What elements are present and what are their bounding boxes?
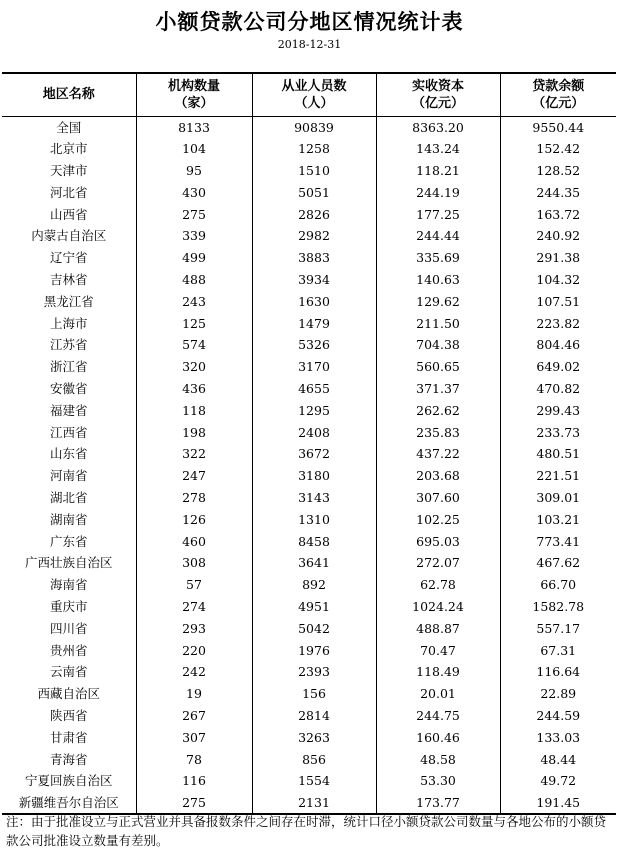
loan-balance-cell: 244.59 bbox=[500, 705, 616, 727]
employees-cell: 3883 bbox=[252, 247, 376, 269]
paid-in-capital-cell: 143.24 bbox=[376, 138, 500, 160]
region-cell: 陕西省 bbox=[2, 705, 136, 727]
table-row bbox=[2, 792, 616, 814]
loan-balance-cell: 299.43 bbox=[500, 399, 616, 421]
loan-balance-cell: 128.52 bbox=[500, 160, 616, 182]
column-header-label: 机构数量 bbox=[167, 78, 220, 94]
region-cell: 山东省 bbox=[2, 443, 136, 465]
employees-cell: 2393 bbox=[252, 661, 376, 683]
loan-balance-cell: 291.38 bbox=[500, 247, 616, 269]
table-row bbox=[2, 574, 616, 596]
paid-in-capital-cell: 160.46 bbox=[376, 726, 500, 748]
institutions-cell: 242 bbox=[136, 661, 252, 683]
table-row bbox=[2, 705, 616, 727]
loan-balance-cell: 233.73 bbox=[500, 421, 616, 443]
table-row bbox=[2, 181, 616, 203]
paid-in-capital-cell: 53.30 bbox=[376, 770, 500, 792]
region-cell: 河南省 bbox=[2, 465, 136, 487]
employees-cell: 156 bbox=[252, 683, 376, 705]
employees-cell: 2982 bbox=[252, 225, 376, 247]
region-cell: 山西省 bbox=[2, 203, 136, 225]
page-title: 小额贷款公司分地区情况统计表 bbox=[155, 10, 464, 34]
table-row bbox=[2, 596, 616, 618]
employees-cell: 1258 bbox=[252, 138, 376, 160]
loan-balance-cell: 1582.78 bbox=[500, 596, 616, 618]
region-cell: 辽宁省 bbox=[2, 247, 136, 269]
paid-in-capital-cell: 203.68 bbox=[376, 465, 500, 487]
employees-cell: 1295 bbox=[252, 399, 376, 421]
employees-cell: 4951 bbox=[252, 596, 376, 618]
table-row bbox=[2, 116, 616, 138]
table-row bbox=[2, 334, 616, 356]
column-header-unit: （亿元） bbox=[532, 95, 585, 111]
region-cell: 宁夏回族自治区 bbox=[2, 770, 136, 792]
paid-in-capital-cell: 437.22 bbox=[376, 443, 500, 465]
institutions-cell: 308 bbox=[136, 552, 252, 574]
loan-balance-cell: 557.17 bbox=[500, 617, 616, 639]
region-cell: 青海省 bbox=[2, 748, 136, 770]
table-row bbox=[2, 530, 616, 552]
employees-cell: 892 bbox=[252, 574, 376, 596]
institutions-cell: 488 bbox=[136, 269, 252, 291]
paid-in-capital-cell: 118.21 bbox=[376, 160, 500, 182]
institutions-cell: 430 bbox=[136, 181, 252, 203]
table-row bbox=[2, 203, 616, 225]
loan-balance-cell: 66.70 bbox=[500, 574, 616, 596]
institutions-cell: 436 bbox=[136, 378, 252, 400]
loan-balance-cell: 221.51 bbox=[500, 465, 616, 487]
paid-in-capital-cell: 235.83 bbox=[376, 421, 500, 443]
column-header-unit: （人） bbox=[294, 95, 334, 111]
paid-in-capital-cell: 211.50 bbox=[376, 312, 500, 334]
paid-in-capital-cell: 244.19 bbox=[376, 181, 500, 203]
region-cell: 安徽省 bbox=[2, 378, 136, 400]
institutions-cell: 274 bbox=[136, 596, 252, 618]
header-row bbox=[2, 73, 616, 116]
institutions-cell: 116 bbox=[136, 770, 252, 792]
region-cell: 新疆维吾尔自治区 bbox=[2, 792, 136, 814]
paid-in-capital-cell: 272.07 bbox=[376, 552, 500, 574]
institutions-cell: 322 bbox=[136, 443, 252, 465]
institutions-cell: 247 bbox=[136, 465, 252, 487]
institutions-cell: 125 bbox=[136, 312, 252, 334]
table-row bbox=[2, 225, 616, 247]
institutions-cell: 499 bbox=[136, 247, 252, 269]
institutions-cell: 278 bbox=[136, 487, 252, 509]
paid-in-capital-cell: 102.25 bbox=[376, 508, 500, 530]
region-cell: 黑龙江省 bbox=[2, 290, 136, 312]
institutions-cell: 126 bbox=[136, 508, 252, 530]
region-cell: 浙江省 bbox=[2, 356, 136, 378]
employees-cell: 5042 bbox=[252, 617, 376, 639]
paid-in-capital-cell: 62.78 bbox=[376, 574, 500, 596]
paid-in-capital-cell: 335.69 bbox=[376, 247, 500, 269]
region-cell: 四川省 bbox=[2, 617, 136, 639]
column-header-employees bbox=[252, 73, 376, 116]
table-row bbox=[2, 312, 616, 334]
paid-in-capital-cell: 118.49 bbox=[376, 661, 500, 683]
table-row bbox=[2, 552, 616, 574]
paid-in-capital-cell: 140.63 bbox=[376, 269, 500, 291]
employees-cell: 5326 bbox=[252, 334, 376, 356]
table-row bbox=[2, 639, 616, 661]
paid-in-capital-cell: 695.03 bbox=[376, 530, 500, 552]
loan-balance-cell: 191.45 bbox=[500, 792, 616, 814]
employees-cell: 8458 bbox=[252, 530, 376, 552]
loan-balance-cell: 152.42 bbox=[500, 138, 616, 160]
institutions-cell: 104 bbox=[136, 138, 252, 160]
loan-balance-cell: 104.32 bbox=[500, 269, 616, 291]
institutions-cell: 307 bbox=[136, 726, 252, 748]
region-cell: 贵州省 bbox=[2, 639, 136, 661]
region-cell: 吉林省 bbox=[2, 269, 136, 291]
institutions-cell: 267 bbox=[136, 705, 252, 727]
loan-balance-cell: 470.82 bbox=[500, 378, 616, 400]
institutions-cell: 460 bbox=[136, 530, 252, 552]
employees-cell: 4655 bbox=[252, 378, 376, 400]
employees-cell: 3263 bbox=[252, 726, 376, 748]
institutions-cell: 574 bbox=[136, 334, 252, 356]
region-cell: 广东省 bbox=[2, 530, 136, 552]
region-cell: 广西壮族自治区 bbox=[2, 552, 136, 574]
column-header-institutions bbox=[136, 73, 252, 116]
institutions-cell: 320 bbox=[136, 356, 252, 378]
region-cell: 上海市 bbox=[2, 312, 136, 334]
table-row bbox=[2, 138, 616, 160]
table-row bbox=[2, 356, 616, 378]
paid-in-capital-cell: 20.01 bbox=[376, 683, 500, 705]
paid-in-capital-cell: 262.62 bbox=[376, 399, 500, 421]
paid-in-capital-cell: 307.60 bbox=[376, 487, 500, 509]
region-cell: 湖北省 bbox=[2, 487, 136, 509]
employees-cell: 3180 bbox=[252, 465, 376, 487]
loan-balance-cell: 480.51 bbox=[500, 443, 616, 465]
employees-cell: 1554 bbox=[252, 770, 376, 792]
statistics-table bbox=[2, 72, 616, 815]
institutions-cell: 243 bbox=[136, 290, 252, 312]
paid-in-capital-cell: 177.25 bbox=[376, 203, 500, 225]
loan-balance-cell: 240.92 bbox=[500, 225, 616, 247]
institutions-cell: 19 bbox=[136, 683, 252, 705]
table-row bbox=[2, 617, 616, 639]
table-row bbox=[2, 465, 616, 487]
employees-cell: 3170 bbox=[252, 356, 376, 378]
table-row bbox=[2, 726, 616, 748]
loan-balance-cell: 49.72 bbox=[500, 770, 616, 792]
footnote: 注：由于批准设立与正式营业并具备报数条件之间存在时滞，统计口径小额贷款公司数量与各地公布的小额贷款公司批准设立数量有差别。 bbox=[6, 814, 607, 848]
table-row bbox=[2, 269, 616, 291]
loan-balance-cell: 773.41 bbox=[500, 530, 616, 552]
employees-cell: 2814 bbox=[252, 705, 376, 727]
institutions-cell: 95 bbox=[136, 160, 252, 182]
loan-balance-cell: 103.21 bbox=[500, 508, 616, 530]
employees-cell: 3672 bbox=[252, 443, 376, 465]
institutions-cell: 78 bbox=[136, 748, 252, 770]
loan-balance-cell: 163.72 bbox=[500, 203, 616, 225]
employees-cell: 3934 bbox=[252, 269, 376, 291]
column-header-label: 从业人员数 bbox=[281, 78, 347, 94]
paid-in-capital-cell: 244.44 bbox=[376, 225, 500, 247]
region-cell: 重庆市 bbox=[2, 596, 136, 618]
region-cell: 福建省 bbox=[2, 399, 136, 421]
employees-cell: 2131 bbox=[252, 792, 376, 814]
loan-balance-cell: 67.31 bbox=[500, 639, 616, 661]
table-row bbox=[2, 290, 616, 312]
table-row bbox=[2, 443, 616, 465]
loan-balance-cell: 309.01 bbox=[500, 487, 616, 509]
paid-in-capital-cell: 70.47 bbox=[376, 639, 500, 661]
institutions-cell: 220 bbox=[136, 639, 252, 661]
region-cell: 云南省 bbox=[2, 661, 136, 683]
column-header-loan-balance bbox=[500, 73, 616, 116]
region-cell: 西藏自治区 bbox=[2, 683, 136, 705]
paid-in-capital-cell: 488.87 bbox=[376, 617, 500, 639]
employees-cell: 1310 bbox=[252, 508, 376, 530]
loan-balance-cell: 22.89 bbox=[500, 683, 616, 705]
column-header-label: 地区名称 bbox=[42, 87, 95, 103]
paid-in-capital-cell: 371.37 bbox=[376, 378, 500, 400]
paid-in-capital-cell: 8363.20 bbox=[376, 116, 500, 138]
table-row bbox=[2, 160, 616, 182]
employees-cell: 2826 bbox=[252, 203, 376, 225]
region-cell: 海南省 bbox=[2, 574, 136, 596]
institutions-cell: 57 bbox=[136, 574, 252, 596]
table-row bbox=[2, 748, 616, 770]
institutions-cell: 275 bbox=[136, 203, 252, 225]
paid-in-capital-cell: 129.62 bbox=[376, 290, 500, 312]
employees-cell: 856 bbox=[252, 748, 376, 770]
loan-balance-cell: 467.62 bbox=[500, 552, 616, 574]
table-row bbox=[2, 421, 616, 443]
column-header-unit: （亿元） bbox=[411, 95, 464, 111]
region-cell: 内蒙古自治区 bbox=[2, 225, 136, 247]
institutions-cell: 118 bbox=[136, 399, 252, 421]
table-row bbox=[2, 683, 616, 705]
paid-in-capital-cell: 704.38 bbox=[376, 334, 500, 356]
column-header-unit: （家） bbox=[174, 95, 214, 111]
paid-in-capital-cell: 244.75 bbox=[376, 705, 500, 727]
table-header bbox=[2, 73, 616, 116]
table-row bbox=[2, 661, 616, 683]
institutions-cell: 198 bbox=[136, 421, 252, 443]
table-row bbox=[2, 770, 616, 792]
column-header-region bbox=[2, 73, 136, 116]
employees-cell: 3641 bbox=[252, 552, 376, 574]
employees-cell: 1630 bbox=[252, 290, 376, 312]
institutions-cell: 8133 bbox=[136, 116, 252, 138]
table-row bbox=[2, 487, 616, 509]
employees-cell: 1510 bbox=[252, 160, 376, 182]
table-body bbox=[2, 116, 616, 814]
table-row bbox=[2, 508, 616, 530]
paid-in-capital-cell: 48.58 bbox=[376, 748, 500, 770]
institutions-cell: 275 bbox=[136, 792, 252, 814]
loan-balance-cell: 244.35 bbox=[500, 181, 616, 203]
region-cell: 河北省 bbox=[2, 181, 136, 203]
loan-balance-cell: 107.51 bbox=[500, 290, 616, 312]
region-cell: 湖南省 bbox=[2, 508, 136, 530]
paid-in-capital-cell: 560.65 bbox=[376, 356, 500, 378]
table-row bbox=[2, 378, 616, 400]
region-cell: 甘肃省 bbox=[2, 726, 136, 748]
paid-in-capital-cell: 1024.24 bbox=[376, 596, 500, 618]
region-cell: 北京市 bbox=[2, 138, 136, 160]
loan-balance-cell: 48.44 bbox=[500, 748, 616, 770]
institutions-cell: 339 bbox=[136, 225, 252, 247]
employees-cell: 2408 bbox=[252, 421, 376, 443]
loan-balance-cell: 804.46 bbox=[500, 334, 616, 356]
paid-in-capital-cell: 173.77 bbox=[376, 792, 500, 814]
column-header-paid-in-capital bbox=[376, 73, 500, 116]
report-date: 2018-12-31 bbox=[277, 38, 342, 51]
column-header-label: 实收资本 bbox=[411, 78, 464, 94]
loan-balance-cell: 116.64 bbox=[500, 661, 616, 683]
column-header-label: 贷款余额 bbox=[532, 78, 585, 94]
employees-cell: 3143 bbox=[252, 487, 376, 509]
region-cell: 天津市 bbox=[2, 160, 136, 182]
loan-balance-cell: 9550.44 bbox=[500, 116, 616, 138]
loan-balance-cell: 649.02 bbox=[500, 356, 616, 378]
employees-cell: 1976 bbox=[252, 639, 376, 661]
region-cell: 全国 bbox=[2, 116, 136, 138]
employees-cell: 5051 bbox=[252, 181, 376, 203]
institutions-cell: 293 bbox=[136, 617, 252, 639]
region-cell: 江西省 bbox=[2, 421, 136, 443]
loan-balance-cell: 133.03 bbox=[500, 726, 616, 748]
employees-cell: 1479 bbox=[252, 312, 376, 334]
loan-balance-cell: 223.82 bbox=[500, 312, 616, 334]
region-cell: 江苏省 bbox=[2, 334, 136, 356]
table-row bbox=[2, 247, 616, 269]
employees-cell: 90839 bbox=[252, 116, 376, 138]
table-row bbox=[2, 399, 616, 421]
